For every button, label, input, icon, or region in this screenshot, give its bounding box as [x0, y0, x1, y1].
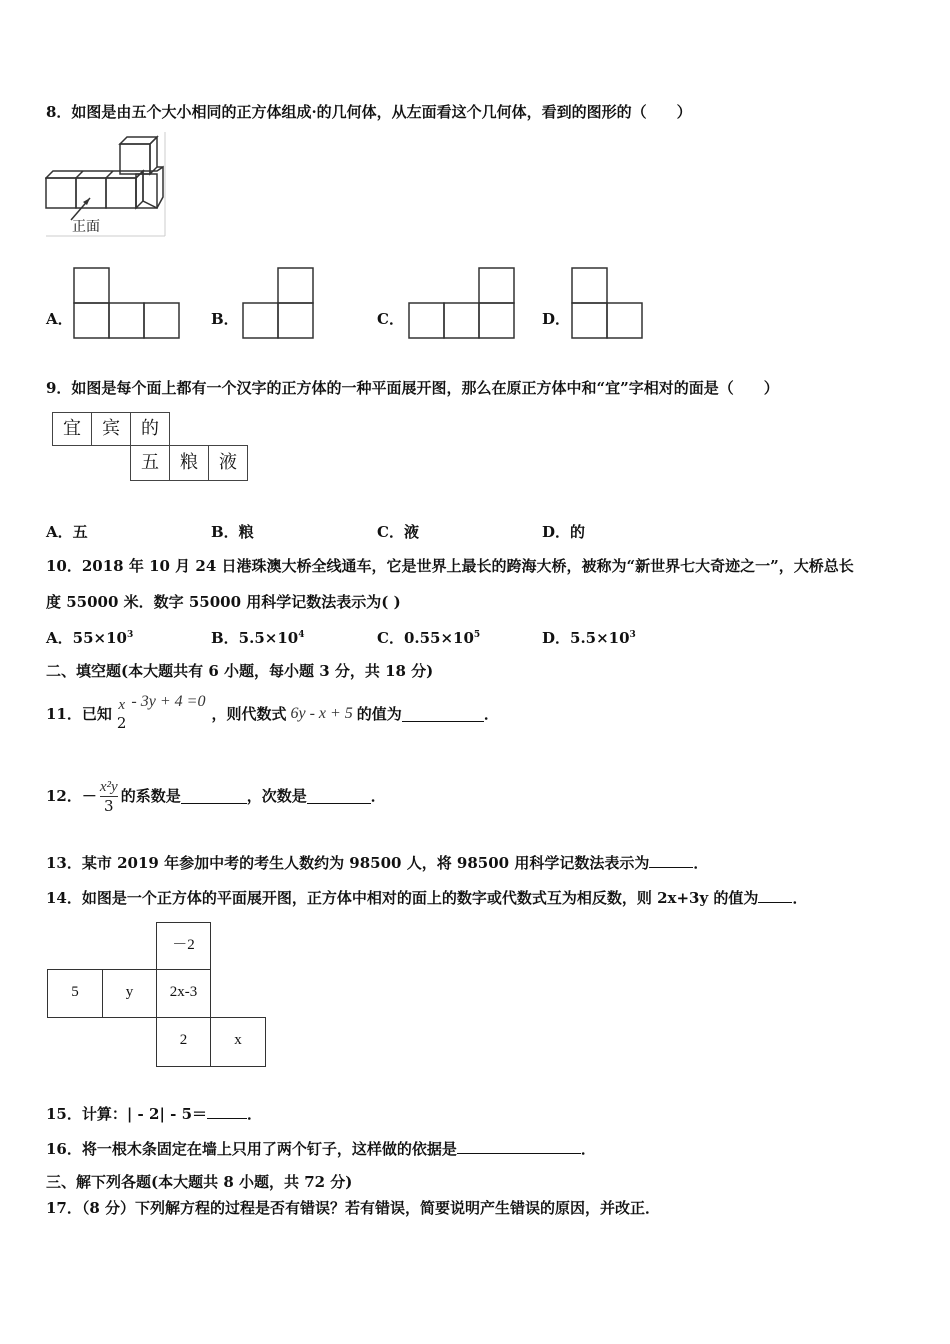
q9-option-d[interactable]: D．的 — [542, 523, 586, 541]
q16-line — [46, 1139, 596, 1159]
q11-fraction — [115, 696, 129, 732]
q14-end: ． — [792, 889, 808, 907]
q9-option-c[interactable]: C．液 — [377, 523, 419, 541]
net-cell: 液 — [208, 445, 248, 481]
option-label: C．0.55×10 — [377, 629, 474, 647]
q9-net — [52, 412, 252, 484]
q11-middle: ，则代数式 — [211, 705, 287, 723]
net-cell: 宜 — [52, 412, 92, 446]
q12-prefix: 12．－ — [46, 787, 97, 805]
q10-option-d[interactable] — [542, 627, 636, 648]
q16-text: 16．将一根木条固定在墙上只用了两个钉子，这样做的依据是 — [46, 1140, 457, 1158]
q9-option-b[interactable]: B．粮 — [211, 523, 254, 541]
q11-prefix: 11．已知 — [46, 705, 112, 723]
option-exponent: 3 — [126, 630, 134, 640]
q17-text: 17．（8 分）下列解方程的过程是否有错误？若有错误，简要说明产生错误的原因，并改正． — [46, 1199, 661, 1217]
q12-coefficient-label: 的系数是 — [120, 787, 181, 805]
q8-option-a-figure — [72, 266, 184, 340]
fraction-denominator: 3 — [100, 796, 118, 815]
q14-line — [46, 888, 807, 908]
q8-option-b[interactable]: B． — [211, 310, 239, 328]
q12-fraction — [100, 778, 118, 815]
section-2-heading: 二、填空题(本大题共有 6 小题，每小题 3 分，共 18 分) — [46, 662, 434, 680]
q16-answer-blank[interactable] — [457, 1139, 581, 1154]
q15-answer-blank[interactable] — [207, 1104, 247, 1119]
q11-equation: - 3y + 4 =0 — [131, 693, 206, 710]
q13-answer-blank[interactable] — [649, 853, 693, 868]
q14-text: 14．如图是一个正方体的平面展开图，正方体中相对的面上的数字或代数式互为相反数，则 2x+3y 的值为 — [46, 889, 759, 907]
net-cell: y — [102, 969, 157, 1018]
q12-degree-label: ，次数是 — [246, 787, 307, 805]
q11-line — [46, 686, 499, 742]
q8-option-a[interactable]: A． — [46, 310, 73, 328]
q10-text-line1: 10．2018 年 10 月 24 日港珠澳大桥全线通车，它是世界上最长的跨海大桥，被称为“新世界七大奇迹之一”，大桥总长 — [46, 557, 854, 575]
q9-text: 9．如图是每个面上都有一个汉字的正方体的一种平面展开图，那么在原正方体中和“宜”字相对的面是（ ） — [46, 379, 779, 397]
front-label: 正面 — [72, 219, 100, 235]
net-cell: －2 — [156, 922, 211, 970]
q10-option-c[interactable] — [377, 627, 480, 648]
fraction-denominator: 2 — [116, 714, 127, 732]
q13-line — [46, 853, 708, 873]
q12-end: ． — [370, 787, 386, 805]
q11-expression: 6y - x + 5 — [290, 705, 353, 722]
option-exponent: 3 — [629, 630, 636, 640]
net-cell: 五 — [130, 445, 170, 481]
q15-end: ． — [247, 1105, 263, 1123]
net-cell: 5 — [47, 969, 103, 1018]
q15-line — [46, 1104, 262, 1124]
q12-line — [46, 770, 386, 822]
q15-text: 15．计算：| - 2| - 5＝ — [46, 1105, 208, 1123]
q13-text: 13．某市 2019 年参加中考的考生人数约为 98500 人，将 98500 用科学记数法表示为 — [46, 854, 650, 872]
q8-text: 8．如图是由五个大小相同的正方体组成·的几何体，从左面看这个几何体，看到的图形的（ ） — [46, 103, 692, 121]
net-cell: 2 — [156, 1017, 211, 1067]
q8-option-c[interactable]: C． — [377, 310, 404, 328]
option-label: B．5.5×10 — [211, 629, 299, 647]
net-cell: 的 — [130, 412, 170, 446]
option-exponent: 5 — [473, 630, 481, 640]
q12-coefficient-blank[interactable] — [181, 789, 247, 804]
net-cell: 2x-3 — [156, 969, 211, 1018]
q11-suffix: 的值为 — [356, 705, 402, 723]
net-cell: 宾 — [91, 412, 131, 446]
option-exponent: 4 — [298, 630, 305, 640]
q9-option-a[interactable]: A．五 — [46, 523, 88, 541]
q14-net — [47, 922, 269, 1068]
q8-option-c-figure — [407, 266, 519, 340]
option-label: D．5.5×10 — [542, 629, 630, 647]
net-cell: 粮 — [169, 445, 209, 481]
q8-figure — [45, 132, 167, 238]
q10-option-a[interactable] — [46, 627, 133, 648]
q11-answer-blank[interactable] — [402, 707, 484, 722]
q8-option-d-figure — [570, 266, 648, 340]
q8-option-d[interactable]: D． — [542, 310, 571, 328]
q16-end: ． — [580, 1140, 596, 1158]
q8-solid-diagram — [45, 132, 167, 238]
q14-answer-blank[interactable] — [758, 888, 792, 903]
q10-option-b[interactable] — [211, 627, 304, 648]
option-label: A．55×10 — [46, 629, 127, 647]
fraction-numerator: x — [118, 697, 125, 713]
q8-option-b-figure — [241, 266, 319, 340]
q11-end: ． — [483, 705, 499, 723]
fraction-numerator: x²y — [99, 778, 118, 795]
net-cell: x — [210, 1017, 266, 1067]
q10-text-line2: 度 55000 米．数字 55000 用科学记数法表示为( ) — [46, 593, 401, 611]
q12-degree-blank[interactable] — [307, 789, 371, 804]
q13-end: ． — [693, 854, 709, 872]
section-3-heading: 三、解下列各题(本大题共 8 小题，共 72 分) — [46, 1173, 353, 1191]
